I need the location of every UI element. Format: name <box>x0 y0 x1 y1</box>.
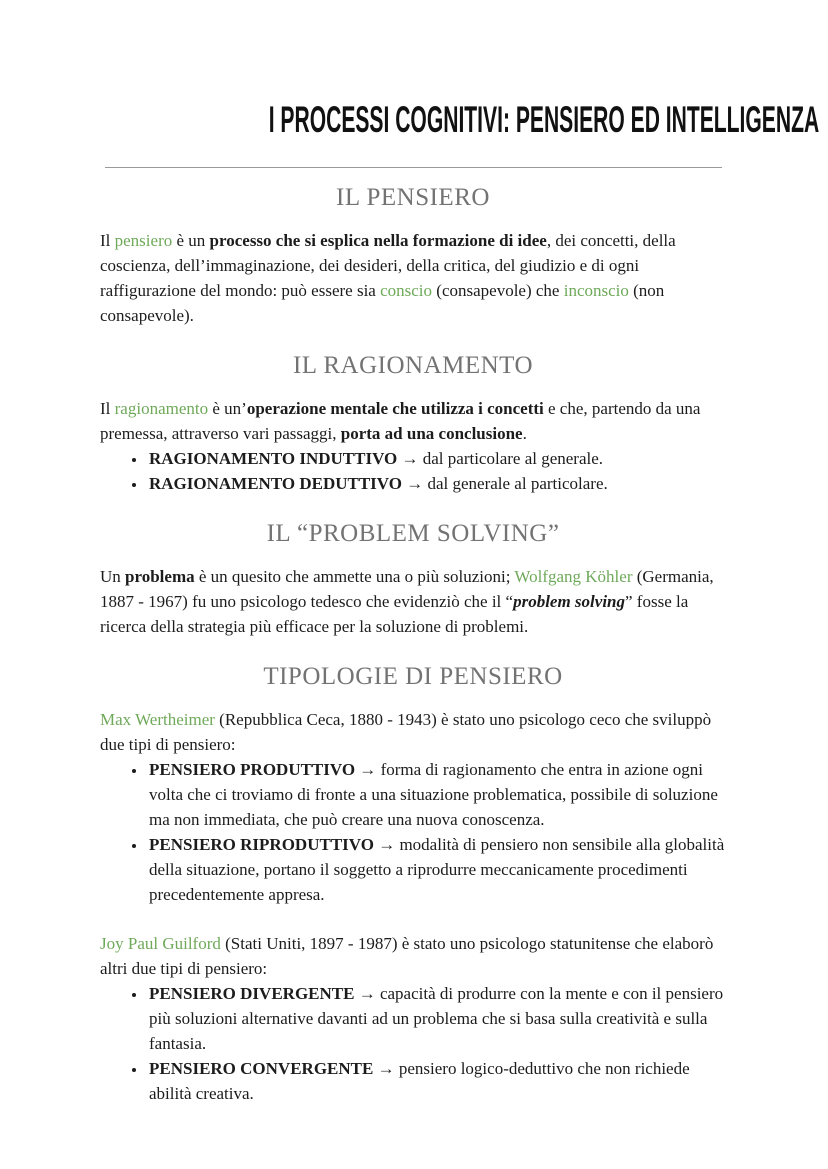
paragraph <box>100 396 726 446</box>
text-segment: operazione mentale che utilizza i concetti <box>246 399 544 418</box>
text-segment: ” fosse la ricerca della strategia più efficace per la soluzione di problemi. <box>100 592 689 636</box>
paragraph <box>100 228 726 328</box>
text-segment: PENSIERO CONVERGENTE → <box>149 1059 395 1078</box>
section-heading: IL PENSIERO <box>336 184 490 211</box>
paragraph <box>100 931 726 981</box>
bullet-list <box>100 757 726 907</box>
text-segment: modalità di pensiero non sensibile alla globalità della situazione, portano il soggetto a riprodurre meccanicamente procedimenti precedentemente appresa. <box>149 835 725 904</box>
bullet-item <box>147 757 726 832</box>
text-segment: forma di ragionamento che entra in azione ogni volta che ci troviamo di fronte a una situazione problematica, possibile di soluzione ma non immediata, che può creare una nuova conoscenza. <box>149 760 718 829</box>
bullet-item <box>147 471 726 496</box>
text-segment: pensiero logico-deduttivo che non richiede abilità creativa. <box>149 1059 690 1103</box>
text-segment: RAGIONAMENTO INDUTTIVO → <box>149 449 419 468</box>
text-segment: ragionamento <box>114 399 209 418</box>
paragraph <box>100 707 726 757</box>
text-segment: PENSIERO RIPRODUTTIVO → <box>149 835 396 854</box>
bullet-list <box>100 981 726 1106</box>
text-segment: PENSIERO PRODUTTIVO → <box>149 760 377 779</box>
text-segment: capacità di produrre con la mente e con il pensiero più soluzioni alternative davanti ad un problema che si basa sulla creatività e sulla fantasia. <box>149 984 724 1053</box>
text-segment: , dei concetti, della coscienza, dell’immaginazione, dei desideri, della critica, del giudizio e di ogni raffigurazione del mondo: può essere sia <box>100 231 676 300</box>
text-segment: e che, partendo da una premessa, attraverso vari passaggi, <box>100 399 701 443</box>
text-segment: (consapevole) che <box>432 281 564 300</box>
bullet-item <box>147 446 726 471</box>
text-segment: (non consapevole). <box>100 281 665 325</box>
bullet-item <box>147 832 726 907</box>
section-heading: TIPOLOGIE DI PENSIERO <box>263 663 563 690</box>
section-heading: IL RAGIONAMENTO <box>292 352 534 379</box>
text-segment: dal generale al particolare. <box>423 474 608 493</box>
text-segment: Il <box>100 231 115 250</box>
text-segment: inconscio <box>563 281 629 300</box>
text-segment: (Repubblica Ceca, 1880 - 1943) è stato uno psicologo ceco che sviluppò due tipi di pensiero: <box>100 710 712 754</box>
document-body <box>100 184 726 1106</box>
text-segment: problema <box>125 567 195 586</box>
text-segment: Il <box>100 399 115 418</box>
text-segment: PENSIERO DIVERGENTE → <box>149 984 376 1003</box>
text-segment: processo che si esplica nella formazione di idee <box>209 231 547 250</box>
text-segment: conscio <box>380 281 433 300</box>
title-block <box>100 99 820 141</box>
document-title: I PROCESSI COGNITIVI: PENSIERO ED INTELLIGENZA <box>268 99 820 141</box>
text-segment: dal particolare al generale. <box>418 449 604 468</box>
paragraph <box>100 564 726 639</box>
text-segment: è un’ <box>208 399 247 418</box>
text-segment: è un quesito che ammette una o più soluzioni; <box>194 567 515 586</box>
text-segment: RAGIONAMENTO DEDUTTIVO → <box>149 474 424 493</box>
text-segment: (Germania, 1887 - 1967) fu uno psicologo tedesco che evidenziò che il “ <box>100 567 714 611</box>
section <box>100 520 726 639</box>
text-segment: (Stati Uniti, 1897 - 1987) è stato uno psicologo statunitense che elaborò altri due tipi di pensiero: <box>100 934 714 978</box>
bullet-item <box>147 1056 726 1106</box>
text-segment: porta ad una conclusione <box>340 424 523 443</box>
text-segment: Joy Paul Guilford <box>100 934 221 953</box>
text-segment: . <box>522 424 527 443</box>
text-segment: pensiero <box>114 231 173 250</box>
section <box>100 663 726 1106</box>
text-segment: Max Wertheimer <box>100 710 215 729</box>
text-segment: Un <box>100 567 126 586</box>
text-segment: è un <box>172 231 210 250</box>
text-segment: Wolfgang Köhler <box>514 567 633 586</box>
title-divider <box>105 167 722 168</box>
bullet-item <box>147 981 726 1056</box>
section-heading: IL “PROBLEM SOLVING” <box>266 520 560 547</box>
bullet-list <box>100 446 726 496</box>
section <box>100 352 726 496</box>
section <box>100 184 726 328</box>
text-segment: problem solving <box>513 592 625 611</box>
